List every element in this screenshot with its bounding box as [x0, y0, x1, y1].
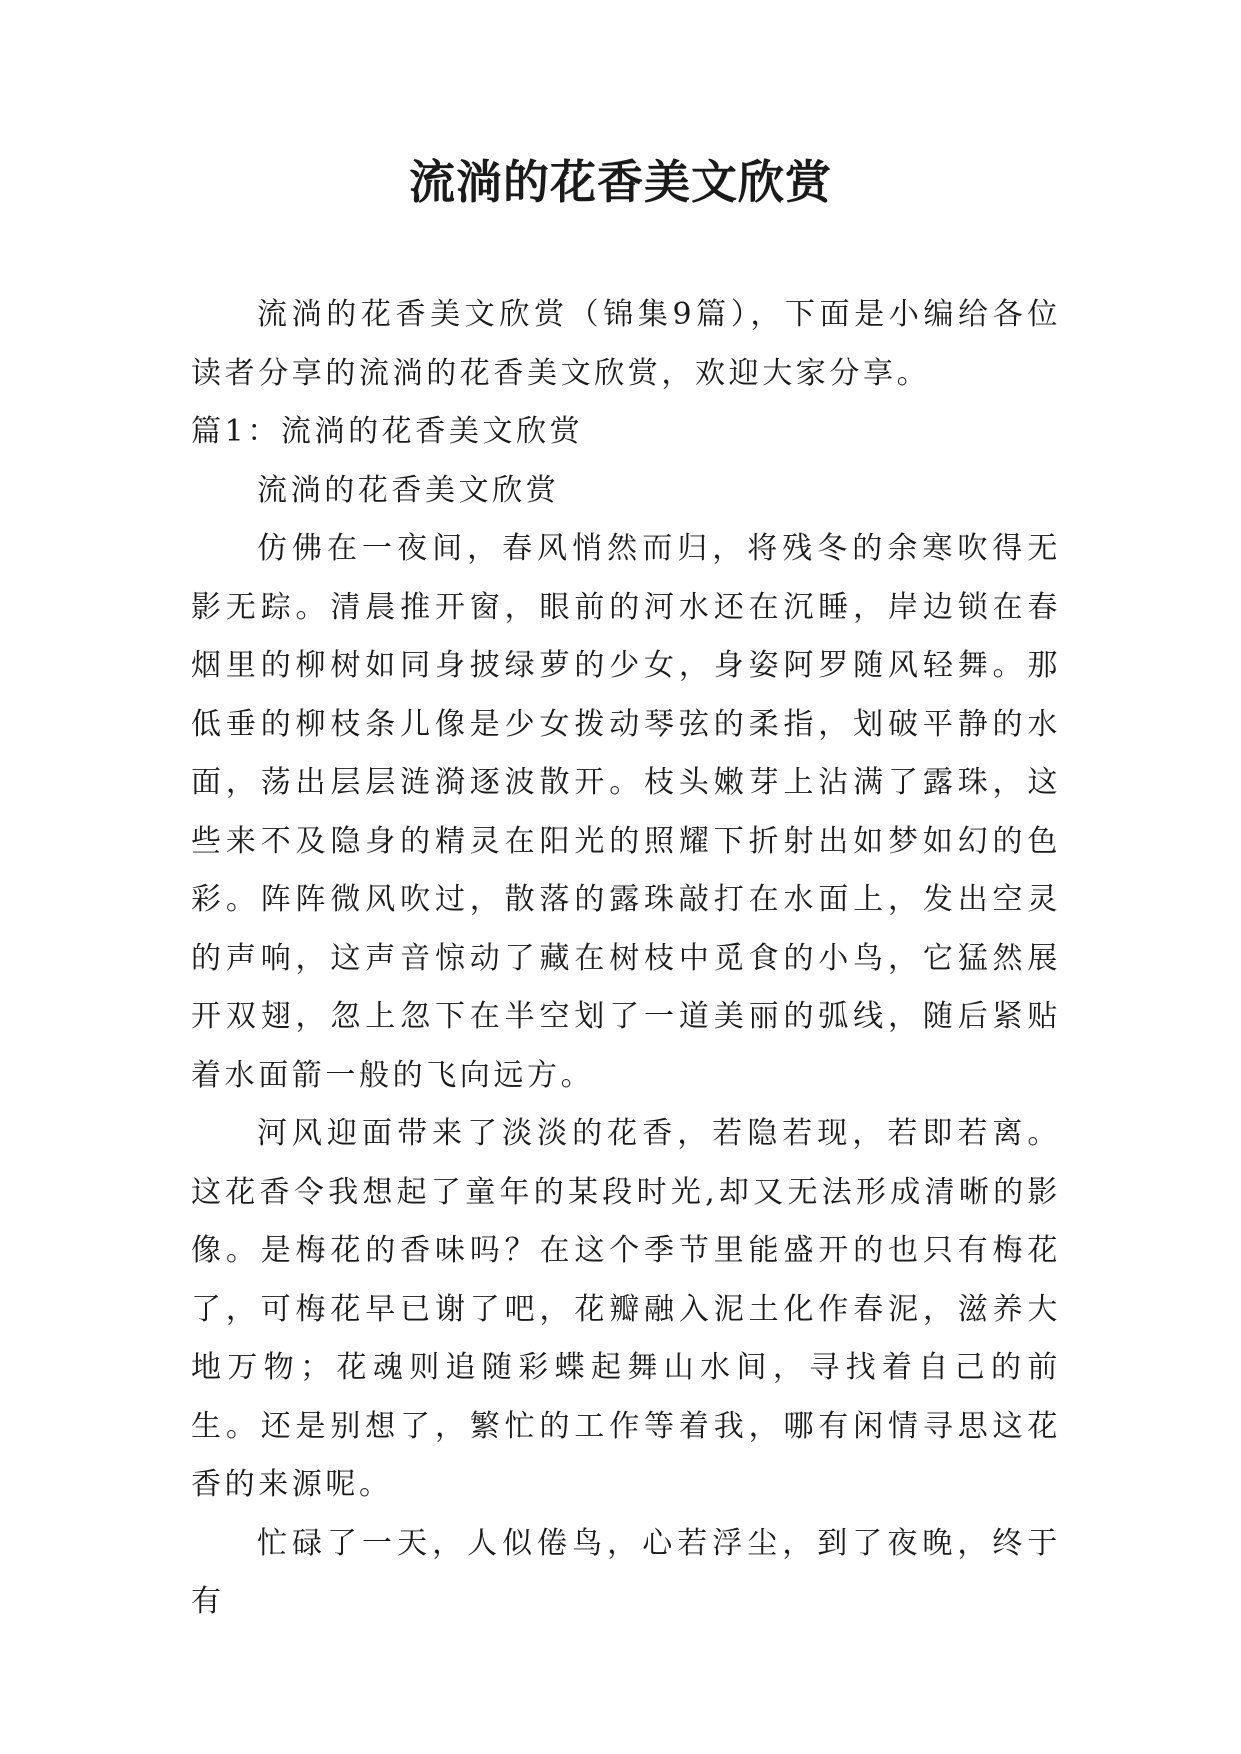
intro-paragraph: 流淌的花香美文欣赏（锦集9篇），下面是小编给各位读者分享的流淌的花香美文欣赏，欢迎大家分享。	[191, 297, 1061, 391]
body-paragraph-2: 河风迎面带来了淡淡的花香，若隐若现，若即若离。这花香令我想起了童年的某段时光,却又无法形成清晰的影像。是梅花的香味吗？在这个季节里能盛开的也只有梅花了，可梅花早已谢了吧，花瓣融入泥土化作春泥，滋养大地万物；花魂则追随彩蝶起舞山水间，寻找着自己的前生。还是别想了，繁忙的工作等着我，哪有闲情寻思这花香的来源呢。	[191, 1116, 1061, 1502]
body-paragraph-1: 仿佛在一夜间，春风悄然而归，将残冬的余寒吹得无影无踪。清晨推开窗，眼前的河水还在沉睡，岸边锁在春烟里的柳树如同身披绿萝的少女，身姿阿罗随风轻舞。那低垂的柳枝条儿像是少女拨动琴弦的柔指，划破平静的水面，荡出层层涟漪逐波散开。枝头嫩芽上沾满了露珠，这些来不及隐身的精灵在阳光的照耀下折射出如梦如幻的色彩。阵阵微风吹过，散落的露珠敲打在水面上，发出空灵的声响，这声音惊动了藏在树枝中觅食的小鸟，它猛然展开双翅，忽上忽下在半空划了一道美丽的弧线，随后紧贴着水面箭一般的飞向远方。	[191, 531, 1061, 1093]
document-body	[191, 286, 1061, 1632]
document-title: 流淌的花香美文欣赏	[409, 155, 832, 209]
section-subtitle: 流淌的花香美文欣赏	[257, 472, 560, 508]
body-paragraph-3: 忙碌了一天，人似倦鸟，心若浮尘，到了夜晚，终于有	[191, 1525, 1061, 1619]
section-heading: 篇1：流淌的花香美文欣赏	[191, 414, 584, 449]
